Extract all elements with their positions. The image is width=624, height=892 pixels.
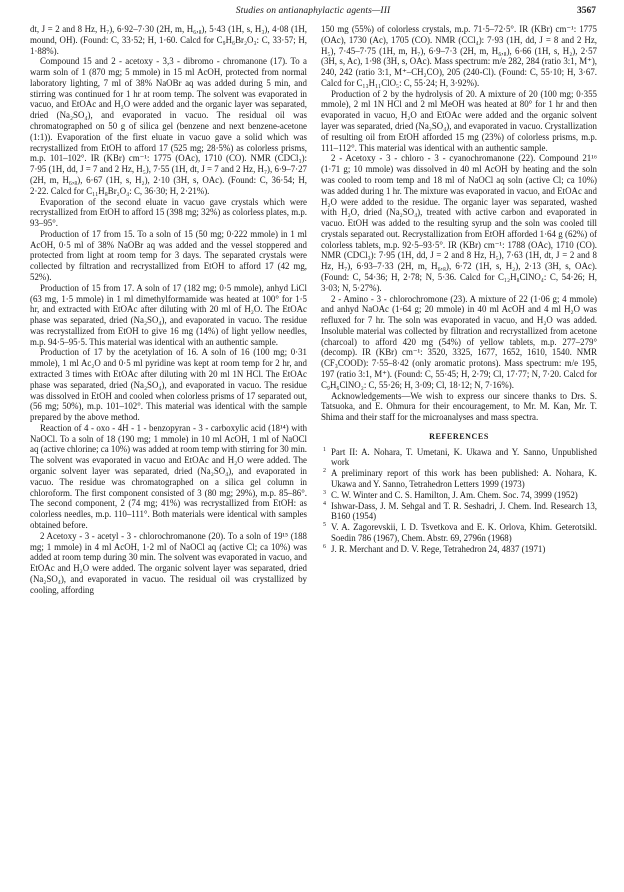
paragraph: Production of 2 by the hydrolysis of 20. A mixture of 20 (100 mg; 0·355 mmole), 2 ml 1N HCl and 2 ml MeOH was heated at 80° for 1 hr and then evaporated in vacuo, H₂O and EtOAc were added and the organic solvent layer was separated, dried (Na₂SO₄), and evaporated in vacuo. Crystallization of resulting oil from EtOH afforded 15 mg (23%) of colorless prisms, m.p. 111–112°. This material was identical with an authentic sample. (321, 88, 597, 153)
reference-text: J. R. Merchant and D. V. Rege, Tetrahedron 24, 4837 (1971) (331, 543, 546, 554)
acknowledgements: Acknowledgements—We wish to express our sincere thanks to Drs. S. Tatsuoka, and E. Ohmura for their encouragement, to Mr. M. Kan, Mr. T. Shima and their staff for the microanalyses and mass spectra. (321, 390, 597, 423)
paragraph: 2 Acetoxy - 3 - acetyl - 3 - chlorochromanone (20). To a soln of 19¹⁵ (188 mg; 1 mmole) in 4 ml AcOH, 1·2 ml of NaOCl aq (active Cl; ca 10%) was added at room temp during 30 min. The solvent was evaporated in vacuo, and EtOAc and H₂O were added. The organic solvent layer was separated, dried (Na₂SO₄), and evaporated in vacuo. The residual oil was crystallized by cooling, affording (30, 530, 307, 595)
paragraph: dt, J = 2 and 8 Hz, H₇), 6·92–7·30 (2H, m, H₆,₈), 5·43 (1H, s, H₃), 4·08 (1H, mound, OH). (Found: C, 33·52; H, 1·60. Calcd for C₉H₆Br₂O₃: C, 33·57; H, 1·88%). (30, 24, 307, 56)
paragraph: Reaction of 4 - oxo - 4H - 1 - benzopyran - 3 - carboxylic acid (18¹⁴) with NaOCl. To a soln of 18 (190 mg; 1 mmole) in 10 ml AcOH, 1 ml of NaOCl aq (active chlorine; ca 10%) was added at room temp with stirring for 30 min. The solvent was evaporated in vacuo and EtOAc and H₂O were added. The organic solvent layer was separated, dried (Na₂SO₄), and evaporated in vacuo. The residue was chromatographed on a silica gel column in chloroform. The first component consisted of 3 (80 mg; 29%), m.p. 85–86°. The second component, 2 (74 mg; 41%) was recrystallized from EtOH: as colorless needles, m.p. 110–111°. Both materials were identical with samples obtained before. (30, 422, 307, 530)
reference-item (321, 544, 597, 555)
reference-text: Ishwar-Dass, J. M. Sehgal and T. R. Seshadri, J. Chem. Ind. Research 13, B160 (1954) (331, 500, 597, 522)
running-title: Studies on antianaphylactic agents—III (235, 6, 391, 16)
paragraph: Production of 17 by the acetylation of 16. A soln of 16 (100 mg; 0·31 mmole), 1 ml Ac₂O and 0·5 ml pyridine was kept at room temp for 2 hr, and extracted 3 times with EtOAc after diluting with 20 ml 1N HCl. The EtOAc phase was separated, dried (Na₂SO₄), and evaporated in vacuo. The residue was dissolved in EtOH and cooled when colorless prisms of 17 separated out, (56 mg; 50%), m.p. 101–102°. This material was identical with the sample prepared by the above method. (30, 347, 307, 423)
reference-number: 5 (323, 522, 326, 529)
references-list (321, 447, 597, 555)
paragraph: Compound 15 and 2 - acetoxy - 3,3 - dibromo - chromanone (17). To a warm soln of 1 (870 mg; 5 mmole) in 15 ml AcOH, protected from normal laboratory lighting, 7 ml of 38% NaOBr aq was added during 5 min, and stirring was continued for 1 hr at room temp. The solvent was evaporated in vacuo, and EtOAc and H₂O were added and the organic layer was separated, dried (Na₂SO₄), and evaporated in vacuo. The residual oil was chromatographed on 50 g of silica gel (benzene and next benzene-acetone (1:1)). Evaporation of the first eluate in vacuo gave a solid which was recrystallized from EtOH to afford 17 (525 mg; 28·5%) as colorless prisms, m.p. 101–102°. IR (KBr) cm⁻¹: 1775 (OAc), 1710 (CO). NMR (CDCl₃): 7·95 (1H, dd, J = 7 and 2 Hz, H₅), 7·55 (1H, dt, J = 7 and 2 Hz, H₇), 6·9–7·27 (2H, m, H₆,₈), 6·67 (1H, s, H₂), 2·10 (3H, s, OAc). (Found: C, 36·54; H, 2·22. Calcd for C₁₁H₈Br₂O₄: C, 36·30; H, 2·21%). (30, 56, 307, 196)
page-header (30, 6, 596, 20)
reference-number: 2 (323, 468, 326, 475)
reference-item (321, 468, 597, 490)
paragraph: 2 - Acetoxy - 3 - chloro - 3 - cyanochromanone (22). Compound 21¹⁶ (1·71 g; 10 mmole) was dissolved in 40 ml AcOH by heating and the soln was cooled to room temp and 18 ml of NaOCl aq soln (active Cl; ca 10%) was added during 1 hr. The mixture was evaporated in vacuo, and EtOAc and H₂O were added to the residue. The organic layer was separated, washed with H₂O, dried (Na₂SO₄), treated with active carbon and evaporated in vacuo. EtOH was added to the resulting syrup and the soln was cooled till crystals separated out. Recrystallization from EtOH afforded 1·64 g (62%) of colorless tablets, m.p. 92·5–93·5°. IR (KBr) cm⁻¹: 1788 (OAc), 1710 (CO). NMR (CDCl₃): 7·95 (1H, dd, J = 2 and 8 Hz, H₅), 7·63 (1H, dt, J = 2 and 8 Hz, H₇), 6·93–7·33 (2H, m, H₆,₈), 6·72 (1H, s, H₂), 2·13 (3H, s, OAc). (Found: C, 54·36; H, 2·78; N, 5·36. Calcd for C₁₂H₈ClNO₄: C, 54·26; H, 3·03; N, 5·27%). (321, 153, 597, 293)
reference-item (321, 501, 597, 523)
paragraph: 2 - Amino - 3 - chlorochromone (23). A mixture of 22 (1·06 g; 4 mmole) and anhyd NaOAc (1·64 g; 20 mmole) in 40 ml AcOH and 4 ml H₂O was refluxed for 7 hr. The soln was evaporated in vacuo, and H₂O was added. Insoluble material was collected by filtration and recrystallized from acetone (charcoal) to afford 420 mg (54%) of yellow tablets, m.p. 277–279° (decomp). IR (KBr) cm⁻¹: 3520, 3325, 1677, 1652, 1610, 1540. NMR (CF₃COOD): 7·55–8·42 (only aromatic protons). Mass spectrum: m/e 195, 197 (ratio 3:1, M⁺). (Found: C, 55·45; H, 2·79; Cl, 17·77; N, 7·20. Calcd for C₉H₆ClNO₂: C, 55·26; H, 3·09; Cl, 18·12; N, 7·16%). (321, 293, 597, 390)
paragraph: Production of 17 from 15. To a soln of 15 (50 mg; 0·222 mmole) in 1 ml AcOH, 0·5 ml of 38% NaOBr aq was added and the vessel stoppered and protected from light at room temp for 3 days. The separated crystals were collected by filtration and recrystallized from EtOH to afford 17 (42 mg, 52%). (30, 228, 307, 282)
paragraph: Evaporation of the second eluate in vacuo gave crystals which were recrystallized from EtOH to afford 15 (398 mg; 32%) as colorless plates, m.p. 93–95°. (30, 196, 307, 229)
page-number: 3567 (577, 6, 596, 16)
left-column (30, 24, 307, 595)
reference-text: A preliminary report of this work has been published: A. Nohara, K. Ukawa and Y. Sanno, Tetrahedron Letters 1999 (1973) (331, 468, 597, 490)
right-column (321, 24, 597, 555)
reference-text: V. A. Zagorevskii, I. D. Tsvetkova and E. K. Orlova, Khim. Geterotsikl. Soedin 786 (1967), Chem. Abstr. 69, 2796n (1968) (331, 522, 597, 543)
reference-text: C. W. Winter and C. S. Hamilton, J. Am. Chem. Soc. 74, 3999 (1952) (331, 489, 578, 500)
reference-text: Part II: A. Nohara, T. Umetani, K. Ukawa and Y. Sanno, Unpublished work (331, 446, 597, 468)
reference-number: 4 (323, 500, 326, 507)
reference-item (321, 522, 597, 544)
reference-number: 6 (323, 543, 326, 550)
reference-item (321, 447, 597, 469)
paragraph: 150 mg (55%) of colorless crystals, m.p. 71·5–72·5°. IR (KBr) cm⁻¹: 1775 (OAc), 1730 (Ac), 1705 (CO). NMR (CCl₄): 7·93 (1H, dd, J = 8 and 2 Hz, H₅), 7·45–7·75 (1H, m, H₇), 6·9–7·3 (2H, m, H₆,₈), 6·66 (1H, s, H₂), 2·57 (3H, s, Ac), 1·98 (3H, s, OAc). Mass spectrum: m/e 282, 284 (ratio 3:1, M⁺), 240, 242 (ratio 3:1, M⁺–CH₂CO), 205 (240-Cl). (Found: C, 55·10; H, 3·67. Calcd for C₁₃H₁₁ClO₅: C, 55·24; H, 3·92%). (321, 24, 597, 88)
references-heading: REFERENCES (429, 431, 489, 441)
reference-number: 3 (323, 489, 326, 496)
paragraph: Production of 15 from 17. A soln of 17 (182 mg; 0·5 mmole), anhyd LiCl (63 mg, 1·5 mmole) in 1 ml dimethylformamide was heated at 100° for 1·5 hr, and extracted with EtOAc after diluting with 20 ml of H₂O. The EtOAc phase was separated, dried (Na₂SO₄), and evaporated in vacuo. The residue was recrystallized from EtOH to give 16 mg (14%) of light yellow needles, m.p. 94·5–95·5. This material was identical with an authentic sample. (30, 282, 307, 347)
reference-item (321, 490, 597, 501)
reference-number: 1 (323, 446, 326, 453)
